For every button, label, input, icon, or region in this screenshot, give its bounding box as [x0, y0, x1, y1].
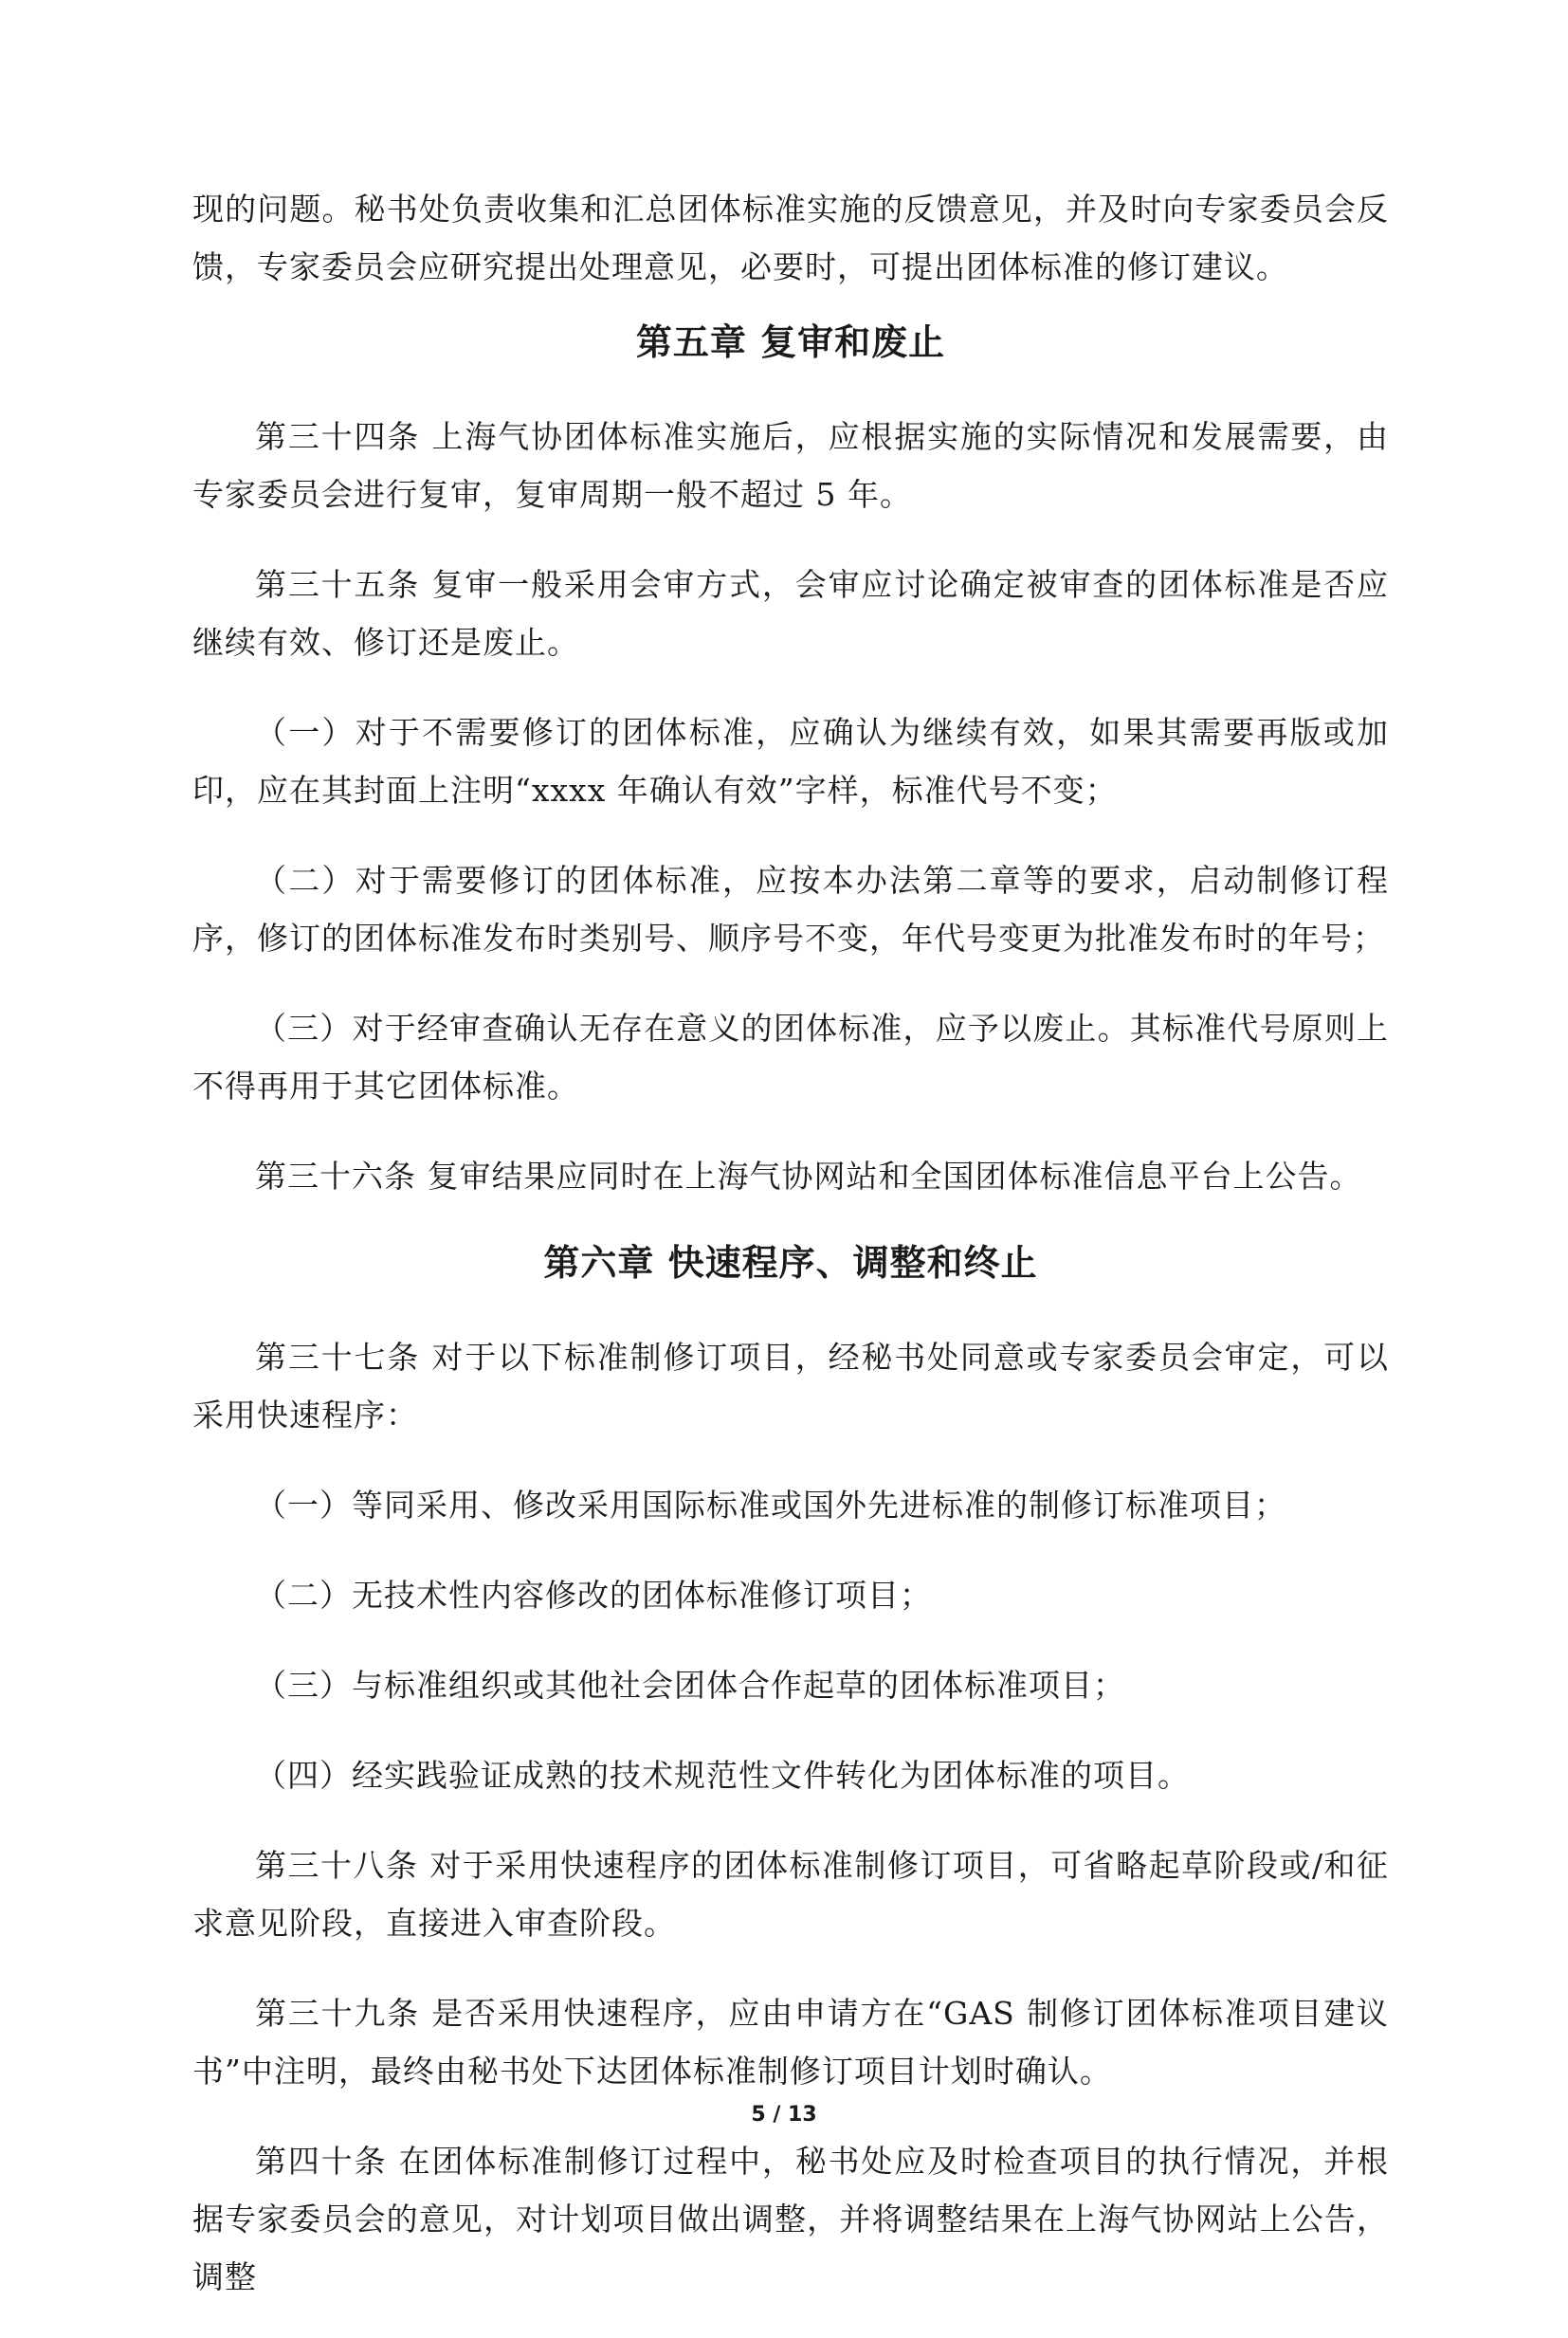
article-35-item-1: （一）对于不需要修订的团体标准，应确认为继续有效，如果其需要再版或加印，应在其封面上注明“xxxx 年确认有效”字样，标准代号不变； [192, 714, 1389, 809]
article-39: 第三十九条 是否采用快速程序，应由申请方在“GAS 制修订团体标准项目建议书”中注明，最终由秘书处下达团体标准制修订项目计划时确认。 [192, 1995, 1389, 2090]
article-40: 第四十条 在团体标准制修订过程中，秘书处应及时检查项目的执行情况，并根据专家委员会的意见，对计划项目做出调整，并将调整结果在上海气协网站上公告，调整 [192, 2143, 1389, 2295]
article-38: 第三十八条 对于采用快速程序的团体标准制修订项目，可省略起草阶段或/和征求意见阶段，直接进入审查阶段。 [192, 1847, 1389, 1942]
article-37-item-3: （三）与标准组织或其他社会团体合作起草的团体标准项目； [255, 1667, 1125, 1704]
chapter-6-heading: 第六章 快速程序、调整和终止 [543, 1242, 1038, 1284]
article-35: 第三十五条 复审一般采用会审方式，会审应讨论确定被审查的团体标准是否应继续有效、修订还是废止。 [192, 566, 1389, 661]
article-37-item-2: （二）无技术性内容修改的团体标准修订项目； [255, 1577, 932, 1614]
article-37-item-1: （一）等同采用、修改采用国际标准或国外先进标准的制修订标准项目； [255, 1487, 1286, 1524]
article-37: 第三十七条 对于以下标准制修订项目，经秘书处同意或专家委员会审定，可以采用快速程序： [192, 1339, 1389, 1434]
chapter-5-heading: 第五章 复审和废止 [635, 321, 946, 363]
article-35-item-3: （三）对于经审查确认无存在意义的团体标准，应予以废止。其标准代号原则上不得再用于其它团体标准。 [192, 1010, 1389, 1105]
article-35-item-2: （二）对于需要修订的团体标准，应按本办法第二章等的要求，启动制修订程序，修订的团体标准发布时类别号、顺序号不变，年代号变更为批准发布时的年号； [192, 862, 1389, 957]
page-number: 5 / 13 [751, 2103, 817, 2127]
document-page [192, 180, 1389, 2338]
article-34: 第三十四条 上海气协团体标准实施后，应根据实施的实际情况和发展需要，由专家委员会进行复审，复审周期一般不超过 5 年。 [192, 418, 1389, 513]
article-37-item-4: （四）经实践验证成熟的技术规范性文件转化为团体标准的项目。 [255, 1757, 1190, 1794]
continuation-paragraph: 现的问题。秘书处负责收集和汇总团体标准实施的反馈意见，并及时向专家委员会反馈，专家委员会应研究提出处理意见，必要时，可提出团体标准的修订建议。 [192, 191, 1389, 285]
article-36: 第三十六条 复审结果应同时在上海气协网站和全国团体标准信息平台上公告。 [255, 1158, 1362, 1195]
